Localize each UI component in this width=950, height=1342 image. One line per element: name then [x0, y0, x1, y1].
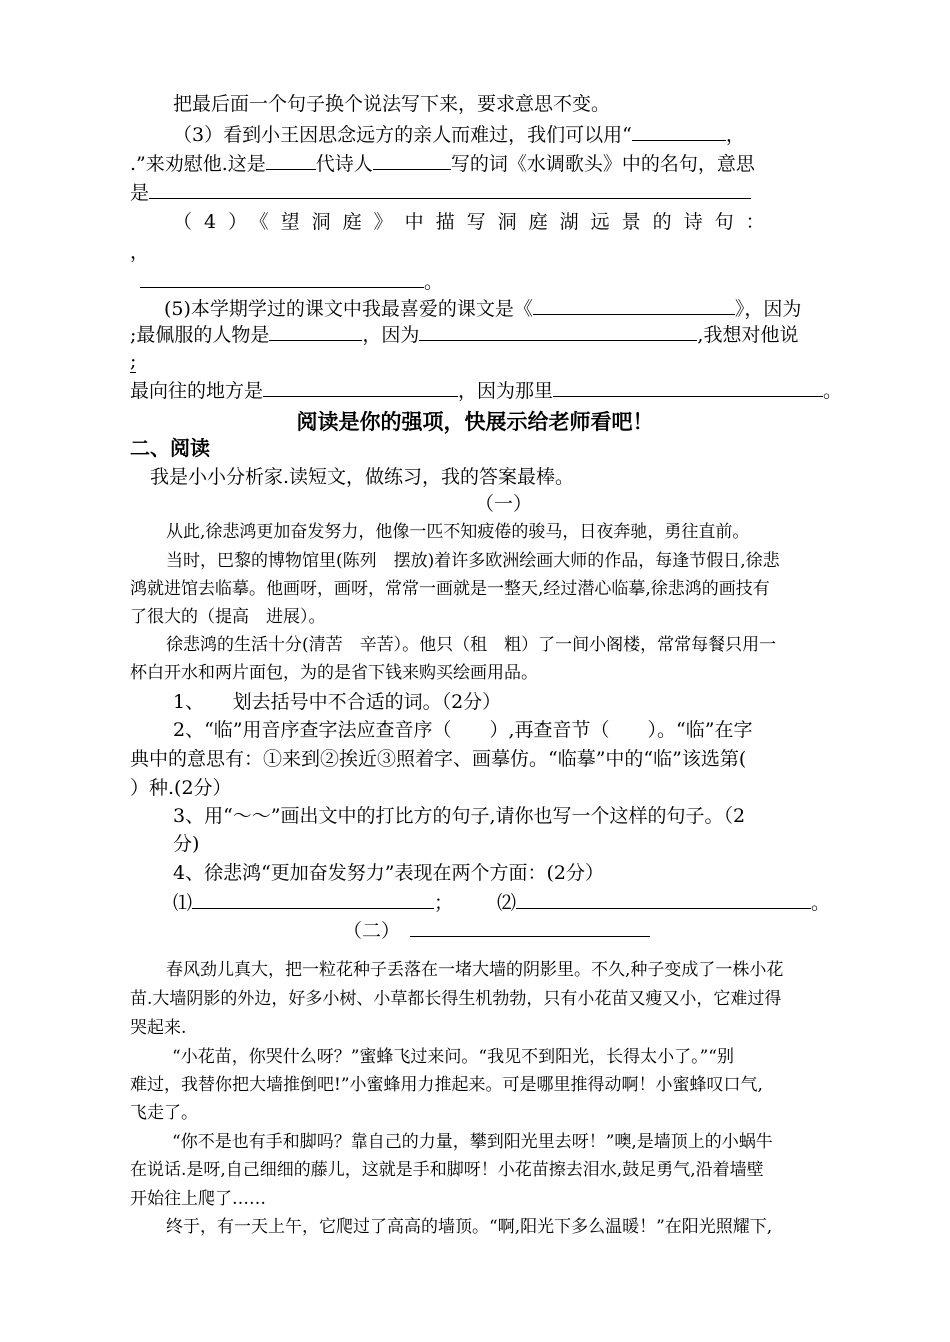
question-5-line-1 [164, 296, 801, 321]
exercise-4-end: 。 [811, 892, 831, 914]
exercise-4-label: ⑵ [497, 892, 517, 914]
title-blank[interactable] [410, 918, 650, 937]
exercise-4: 4、徐悲鸿“更加奋发努力”表现在两个方面：(2分） [173, 862, 605, 884]
q5-text: ，因为 [362, 324, 420, 346]
text-line: 把最后面一个句子换个说法写下来，要求意思不变。 [173, 93, 611, 115]
q5-text: ; [130, 350, 137, 372]
question-5-line-3 [130, 378, 842, 403]
passage-1-line: 鸿就进馆去临摹。他画呀，画呀，常常一画就是一整天,经过潜心临摹,徐悲鸿的画技有 [130, 579, 770, 599]
answer-blank[interactable] [192, 890, 434, 909]
exercise-2-cont: ）种.(2分） [130, 777, 232, 799]
passage-2-line: 哭起来. [130, 1018, 187, 1038]
exercise-1: 1、 划去括号中不合适的词。（2分） [173, 691, 502, 713]
question-4-line-2 [140, 269, 443, 294]
question-4-comma: ， [130, 241, 150, 263]
passage-2-line: 难过，我替你把大墙推倒吧!”小蜜蜂用力推起来。可是哪里推得动啊！小蜜蜂叹口气, [130, 1075, 763, 1095]
answer-blank[interactable] [419, 322, 697, 341]
q5-text: ;最佩服的人物是 [130, 324, 270, 346]
exercise-3: 3、用“～～”画出文中的打比方的句子,请你也写一个这样的句子。（2 [173, 805, 746, 827]
question-3-line-1 [173, 122, 745, 147]
answer-blank[interactable] [266, 151, 316, 170]
passage-1-line: 了很大的（提高 进展）。 [130, 607, 326, 627]
q3-text: （3）看到小王因思念远方的亲人而难过，我们可以用“ [173, 124, 632, 146]
answer-blank[interactable] [263, 378, 458, 397]
answer-blank[interactable] [553, 378, 823, 397]
q5-text: (5)本学期学过的课文中我最喜爱的课文是《 [164, 298, 533, 320]
question-3-line-2 [130, 151, 755, 176]
answer-blank[interactable] [516, 890, 811, 909]
passage-2-line: 开始往上爬了…… [130, 1189, 266, 1209]
page-heading: 阅读是你的强项，快展示给老师看吧！ [296, 410, 654, 434]
passage-1-line: 杯白开水和两片面包，为的是省下钱来购买绘画用品。 [130, 663, 538, 683]
q5-text: 》，因为 [734, 298, 802, 320]
exercise-3-cont: 分) [173, 833, 200, 855]
q3-text: 写的词《水调歌头》中的名句，意思 [450, 153, 755, 175]
question-5-semicolon [130, 349, 136, 373]
exercise-4-label: ⑴ [173, 892, 193, 914]
answer-blank[interactable] [140, 269, 424, 288]
question-5-line-2 [130, 322, 798, 347]
passage-2-line: 春风劲儿真大，把一粒花种子丢落在一堵大墙的阴影里。不久,种子变成了一株小花 [166, 960, 784, 980]
passage-1-line: 从此,徐悲鸿更加奋发努力，他像一匹不知疲倦的骏马，日夜奔驰，勇往直前。 [166, 522, 750, 542]
passage-2-line: 飞走了。 [130, 1103, 198, 1123]
passage-2-line: 苗.大墙阴影的外边，好多小树、小草都长得生机勃勃，只有小花苗又瘦又小，它难过得 [130, 989, 782, 1009]
answer-blank[interactable] [149, 180, 751, 199]
q3-text: 是 [130, 182, 150, 204]
passage-2-line: “你不是也有手和脚吗？靠自己的力量，攀到阳光里去呀！”噢,是墙顶上的小蜗牛 [172, 1132, 773, 1152]
passage-2-label: （二） [343, 920, 401, 942]
question-4-line-1 [173, 210, 777, 234]
q5-text: ，因为那里 [458, 380, 554, 402]
q5-text: ,我想对他说 [697, 324, 799, 346]
q3-text: .”来劝慰他.这是 [130, 153, 266, 175]
passage-1-label: （一） [475, 493, 533, 515]
answer-blank[interactable] [533, 296, 735, 315]
passage-2-line: “小花苗，你哭什么呀？”蜜蜂飞过来问。“我见不到阳光，长得太小了。”“别 [172, 1047, 734, 1067]
exercise-2: 2、“临”用音序查字法应查音序（ ）,再查音节（ ）。“临”在字 [173, 719, 753, 741]
q3-text: 代诗人 [315, 153, 373, 175]
question-3-line-3 [130, 180, 751, 205]
passage-2-heading [343, 918, 650, 943]
answer-blank[interactable] [632, 122, 726, 141]
q5-text: 。 [823, 380, 843, 402]
exercise-2-cont: 典中的意思有：①来到②挨近③照着字、画摹仿。“临摹”中的“临”该选第( [130, 748, 747, 770]
exercise-4-answers [173, 890, 830, 915]
answer-blank[interactable] [269, 322, 362, 341]
passage-2-line: 在说话.是呀,自己细细的藤儿，这就是手和脚呀！小花苗擦去泪水,鼓足勇气,沿着墙壁 [130, 1160, 764, 1180]
answer-blank[interactable] [373, 151, 451, 170]
q4-text: （4）《望洞庭》中描写洞庭湖远景的诗句： [173, 211, 777, 233]
passage-1-line: 当时，巴黎的博物馆里(陈列 摆放)着许多欧洲绘画大师的作品，每逢节假日,徐悲 [166, 551, 780, 571]
q4-text: 。 [424, 271, 444, 293]
q3-text: ， [725, 124, 745, 146]
passage-1-line: 徐悲鸿的生活十分(清苦 辛苦）。他只（租 粗）了一间小阁楼，常常每餐只用一 [166, 635, 777, 655]
section-heading: 二、阅读 [130, 436, 210, 460]
section-intro: 我是小小分析家.读短文，做练习，我的答案最棒。 [150, 466, 575, 488]
passage-2-line: 终于，有一天上午，它爬过了高高的墙顶。“啊,阳光下多么温暖！”在阳光照耀下, [166, 1217, 773, 1237]
exercise-4-sep: ； [434, 892, 454, 914]
q5-text: 最向往的地方是 [130, 380, 264, 402]
